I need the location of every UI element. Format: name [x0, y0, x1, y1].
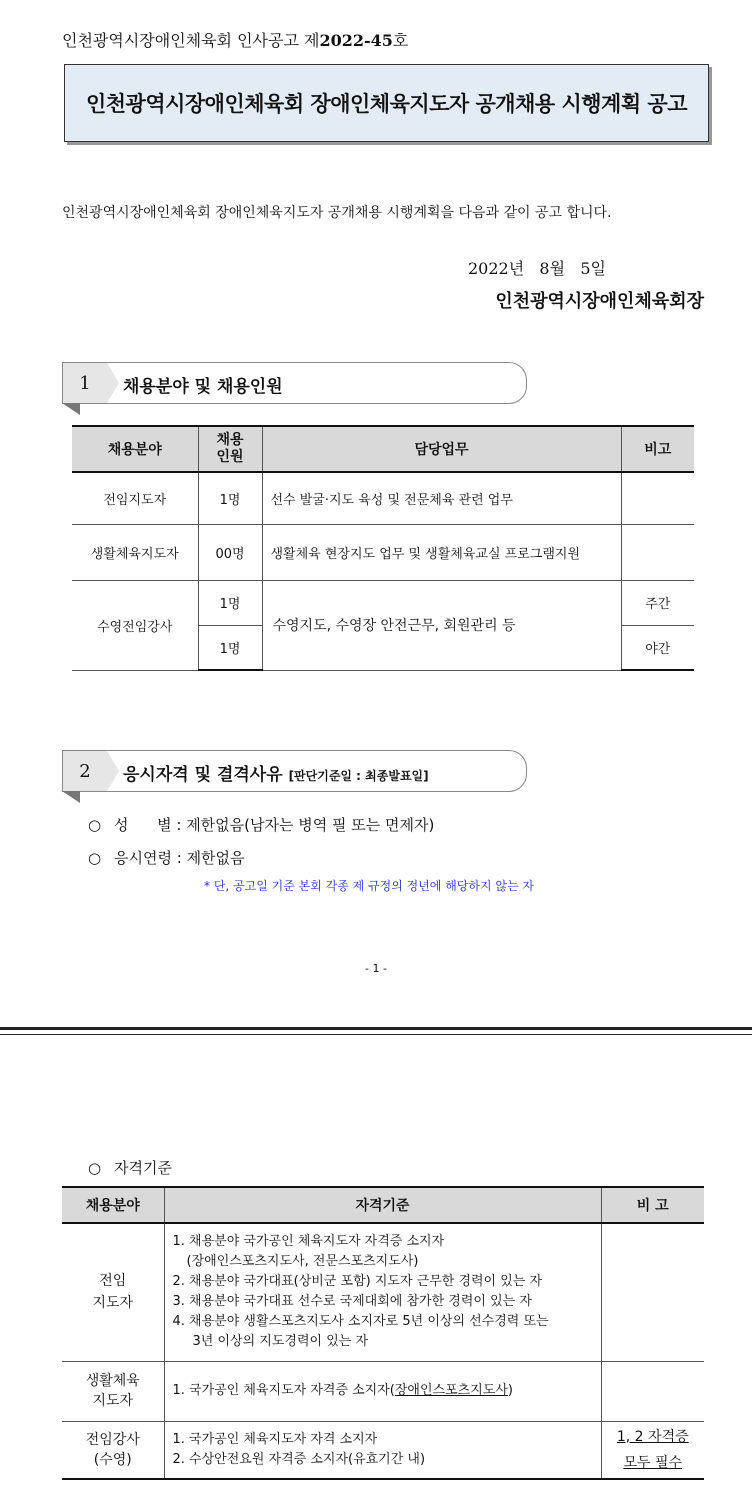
cell-count: 1명: [198, 625, 262, 670]
section-2-heading: [62, 750, 527, 792]
cell-criteria: [164, 1361, 601, 1421]
col-header: 비 고: [601, 1187, 704, 1223]
cell-count: 00명: [198, 524, 262, 580]
qualification-table: [62, 1186, 704, 1480]
criteria-line: 1. 국가공인 체육지도자 자격증 소지자(: [172, 1383, 395, 1398]
note-line: 모두 필수: [623, 1454, 683, 1471]
cell-field: 전임 지도자: [62, 1223, 164, 1361]
table-row: [62, 1361, 704, 1421]
criteria-line: 2. 수상안전요원 자격증 소지자(유효기간 내): [172, 1451, 426, 1467]
cell-note: [601, 1223, 704, 1361]
fold-decoration: [62, 403, 80, 415]
circle-bullet-icon: ○: [88, 849, 102, 867]
col-header: 채용 인원: [198, 426, 262, 472]
item-value: 제한없음(남자는 병역 필 또는 면제자): [186, 816, 435, 834]
table-row: [62, 1223, 704, 1361]
section-1-heading: [62, 362, 527, 404]
cell-note: [601, 1421, 704, 1479]
criteria-line: 4. 채용분야 생활스포츠지도사 소지자로 5년 이상의 선수경력 또는: [172, 1314, 549, 1330]
notice-prefix: 인천광역시장애인체육회 인사공고 제: [62, 31, 320, 50]
cell-note: [621, 524, 694, 580]
col-header: 비고: [621, 426, 694, 472]
table-row: [62, 1421, 704, 1479]
notice-number: [62, 28, 408, 51]
list-item: ○ 성 별 : 제한없음(남자는 병역 필 또는 면제자): [88, 816, 435, 834]
cell-field: 전임강사 (수영): [62, 1421, 164, 1479]
page-title: 인천광역시장애인체육회 장애인체육지도자 공개채용 시행계획 공고: [85, 92, 688, 116]
qualification-heading: [88, 1157, 172, 1178]
criteria-line: 1. 채용분야 국가공인 체육지도자 자격증 소지자: [172, 1234, 445, 1250]
announcement-date: 2022년 8월 5일: [468, 259, 606, 278]
page-divider: [0, 1027, 752, 1030]
cell-count: 1명: [198, 472, 262, 524]
col-header: 담당업무: [262, 426, 621, 472]
section-subtitle: [판단기준일 : 최종발표일]: [288, 769, 429, 783]
cell-criteria: [164, 1421, 601, 1479]
criteria-line: 3년 이상의 지도경력이 있는 자: [192, 1334, 368, 1350]
note-line: 1, 2 자격증: [616, 1428, 689, 1445]
section-number: 1: [63, 363, 107, 403]
title-box: [64, 64, 709, 142]
table-header-row: [72, 426, 694, 472]
cell-duty: 선수 발굴·지도 육성 및 전문체육 관련 업무: [262, 472, 621, 524]
cell-count: 1명: [198, 580, 262, 625]
cell-field: 생활체육 지도자: [62, 1361, 164, 1421]
criteria-suffix: ): [507, 1383, 513, 1398]
cell-note: 야간: [621, 625, 694, 670]
page-number: - 1 -: [365, 962, 387, 975]
notice-suffix: 호: [392, 31, 409, 50]
table-row: [72, 580, 694, 625]
section-title-text: 응시자격 및 결격사유: [123, 765, 283, 785]
criteria-line: 3. 채용분야 국가대표 선수로 국제대회에 참가한 경력이 있는 자: [172, 1294, 532, 1310]
criteria-line: 2. 채용분야 국가대표(상비군 포함) 지도자 근무한 경력이 있는 자: [172, 1274, 543, 1290]
cell-field: 생활체육지도자: [72, 524, 198, 580]
notice-id: 2022-45: [319, 31, 393, 50]
circle-bullet-icon: ○: [88, 816, 102, 834]
item-label: 성 별: [114, 816, 172, 834]
cell-field: 수영전임강사: [72, 580, 198, 670]
cell-duty: 수영지도, 수영장 안전근무, 회원관리 등: [262, 580, 621, 670]
cell-note: [621, 472, 694, 524]
circle-bullet-icon: ○: [88, 1159, 102, 1177]
criteria-line: 1. 국가공인 체육지도자 자격 소지자: [172, 1431, 378, 1447]
intro-text: 인천광역시장애인체육회 장애인체육지도자 공개채용 시행계획을 다음과 같이 공고 합니다.: [62, 205, 612, 221]
page-divider-thin: [0, 1034, 752, 1035]
cell-note: [601, 1361, 704, 1421]
fold-decoration: [62, 791, 80, 803]
col-header: 채용분야: [62, 1187, 164, 1223]
list-item: ○ 응시연령 : 제한없음: [88, 849, 245, 867]
section-title: [123, 760, 429, 785]
col-header: 자격기준: [164, 1187, 601, 1223]
criteria-line: (장애인스포츠지도사, 전문스포츠지도사): [186, 1254, 419, 1270]
age-note: * 단, 공고일 기준 본회 각종 제 규정의 정년에 해당하지 않는 자: [204, 879, 534, 893]
cell-note: 주간: [621, 580, 694, 625]
cell-field: 전임지도자: [72, 472, 198, 524]
organization-name: 인천광역시장애인체육회장: [495, 291, 704, 312]
section-title: 채용분야 및 채용인원: [123, 377, 283, 397]
col-header: 채용분야: [72, 426, 198, 472]
criteria-underlined: 장애인스포츠지도사: [394, 1383, 508, 1398]
table-row: [72, 524, 694, 580]
heading-text: 자격기준: [114, 1159, 172, 1177]
item-value: 제한없음: [186, 849, 245, 867]
cell-criteria: [164, 1223, 601, 1361]
recruitment-table: [72, 425, 694, 671]
item-label: 응시연령: [114, 849, 172, 867]
section-number: 2: [63, 751, 107, 791]
cell-duty: 생활체육 현장지도 업무 및 생활체육교실 프로그램지원: [262, 524, 621, 580]
table-header-row: [62, 1187, 704, 1223]
table-row: [72, 472, 694, 524]
